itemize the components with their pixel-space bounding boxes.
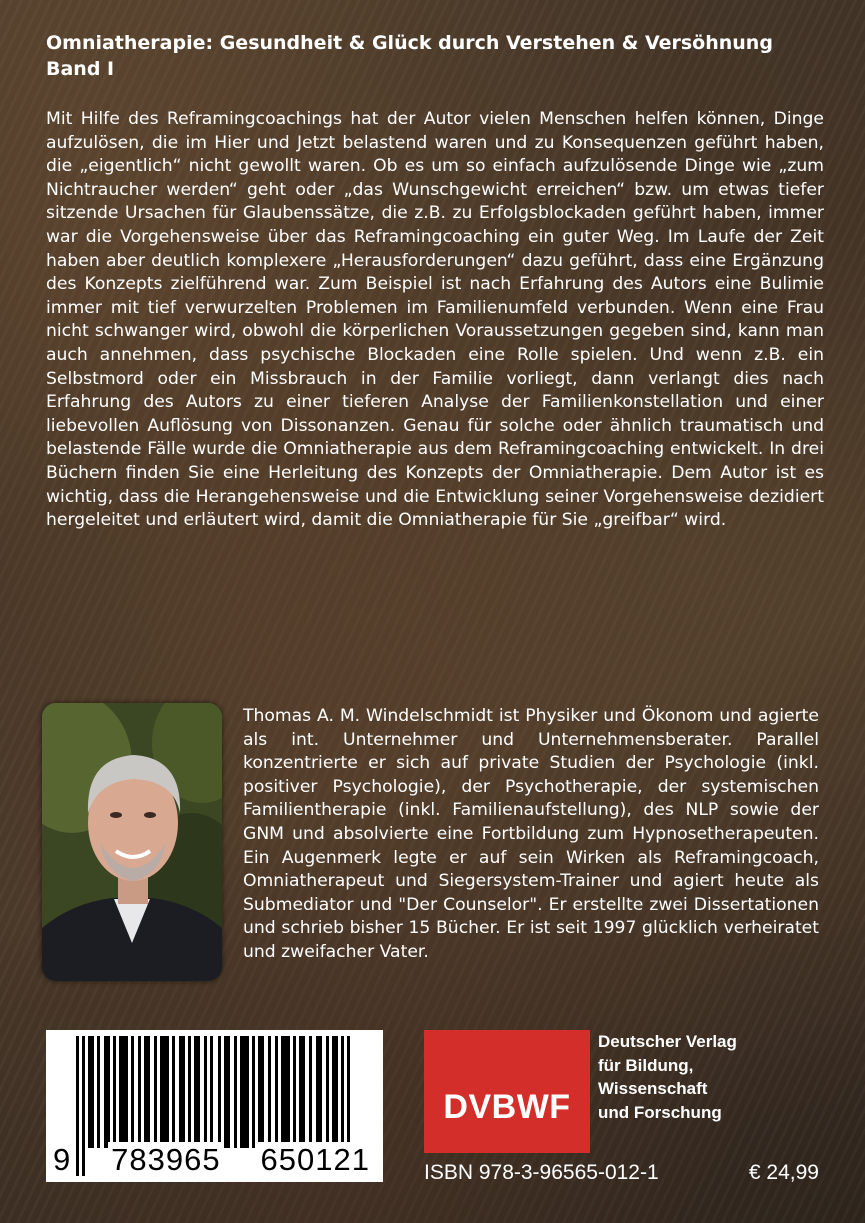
book-title-line-1: Omniatherapie: Gesundheit & Glück durch Verstehen & Versöhnung	[46, 32, 773, 54]
author-biography: Thomas A. M. Windelschmidt ist Physiker und Ökonom und agierte als int. Unternehmer und Unternehmensberater. Parallel konzentrierte er sich auf private Studien der Psychologie (inkl. positiver Psychologie), der Psychotherapie, der systemischen Familientherapie (inkl. Familienaufstellung), des NLP sowie der GNM und absolvierte eine Fortbildung zum Hypnosetherapeuten. Ein Augenmerk legte er auf sein Wirken als Reframingcoach, Omniatherapeut und Siegersystem-Trainer und agiert heute als Submediator und "Der Counselor". Er erstellte zwei Dissertationen und schrieb bisher 15 Bücher. Er ist seit 1997 glücklich verheiratet und zweifacher Vater.	[243, 706, 819, 962]
publisher-line-4: und Forschung	[598, 1102, 722, 1122]
publisher-line-3: Wissenschaft	[598, 1079, 708, 1098]
publisher-line-1: Deutscher Verlag	[598, 1032, 737, 1051]
book-title	[46, 30, 836, 82]
price: € 24,99	[748, 1161, 819, 1184]
isbn-barcode	[46, 1030, 383, 1182]
barcode-group-right: 650121	[258, 1142, 373, 1178]
book-description: Mit Hilfe des Reframingcoachings hat der Autor vielen Menschen helfen können, Dinge aufzulösen, die im Hier und Jetzt belastend waren und zu Konsequenzen geführt haben, die „eigentlich“ nicht gewollt waren. Ob es um so einfach aufzulösende Dinge wie „zum Nichtraucher werden“ geht oder „das Wunschgewicht erreichen“ bzw. um etwas tiefer sitzende Ursachen für Glaubenssätze, die z.B. zu Erfolgsblockaden geführt haben, immer war die Vorgehensweise über das Reframingcoaching ein guter Weg. Im Laufe der Zeit haben aber deutlich komplexere „Herausforderungen“ dazu geführt, dass eine Ergänzung des Konzepts zielführend war. Zum Beispiel ist nach Erfahrung des Autors eine Bulimie immer mit tief verwurzelten Problemen im Familienumfeld verbunden. Wenn eine Frau nicht schwanger wird, obwohl die körperlichen Voraussetzungen gegeben sind, kann man auch annehmen, dass psychische Blockaden eine Rolle spielen. Und wenn z.B. ein Selbstmord oder ein Missbrauch in der Familie vorliegt, dann verlangt dies nach Erfahrung des Autors zu einer tieferen Analyse der Familienkonstellation und einer liebevollen Auflösung von Dissonanzen. Genau für solche oder ähnlich traumatisch und belastende Fälle wurde die Omniatherapie aus dem Reframingcoaching entwickelt. In drei Büchern finden Sie eine Herleitung des Konzepts der Omniatherapie. Dem Autor ist es wichtig, dass die Herangehensweise und die Entwicklung seiner Vorgehensweise dezidiert hergeleitet und erläutert wird, damit die Omniatherapie für Sie „greifbar“ wird.	[46, 109, 824, 531]
book-title-line-2: Band I	[46, 58, 115, 80]
isbn-number: ISBN 978-3-96565-012-1	[424, 1161, 659, 1184]
barcode-group-left: 783965	[108, 1142, 223, 1178]
publisher-logo-text: DVBWF	[443, 1088, 571, 1126]
author-photo	[42, 703, 222, 981]
publisher-name	[598, 1030, 818, 1124]
publisher-logo	[424, 1030, 590, 1153]
publisher-line-2: für Bildung,	[598, 1055, 694, 1075]
barcode-digit-first: 9	[50, 1142, 74, 1178]
barcode-digits	[46, 1142, 383, 1178]
